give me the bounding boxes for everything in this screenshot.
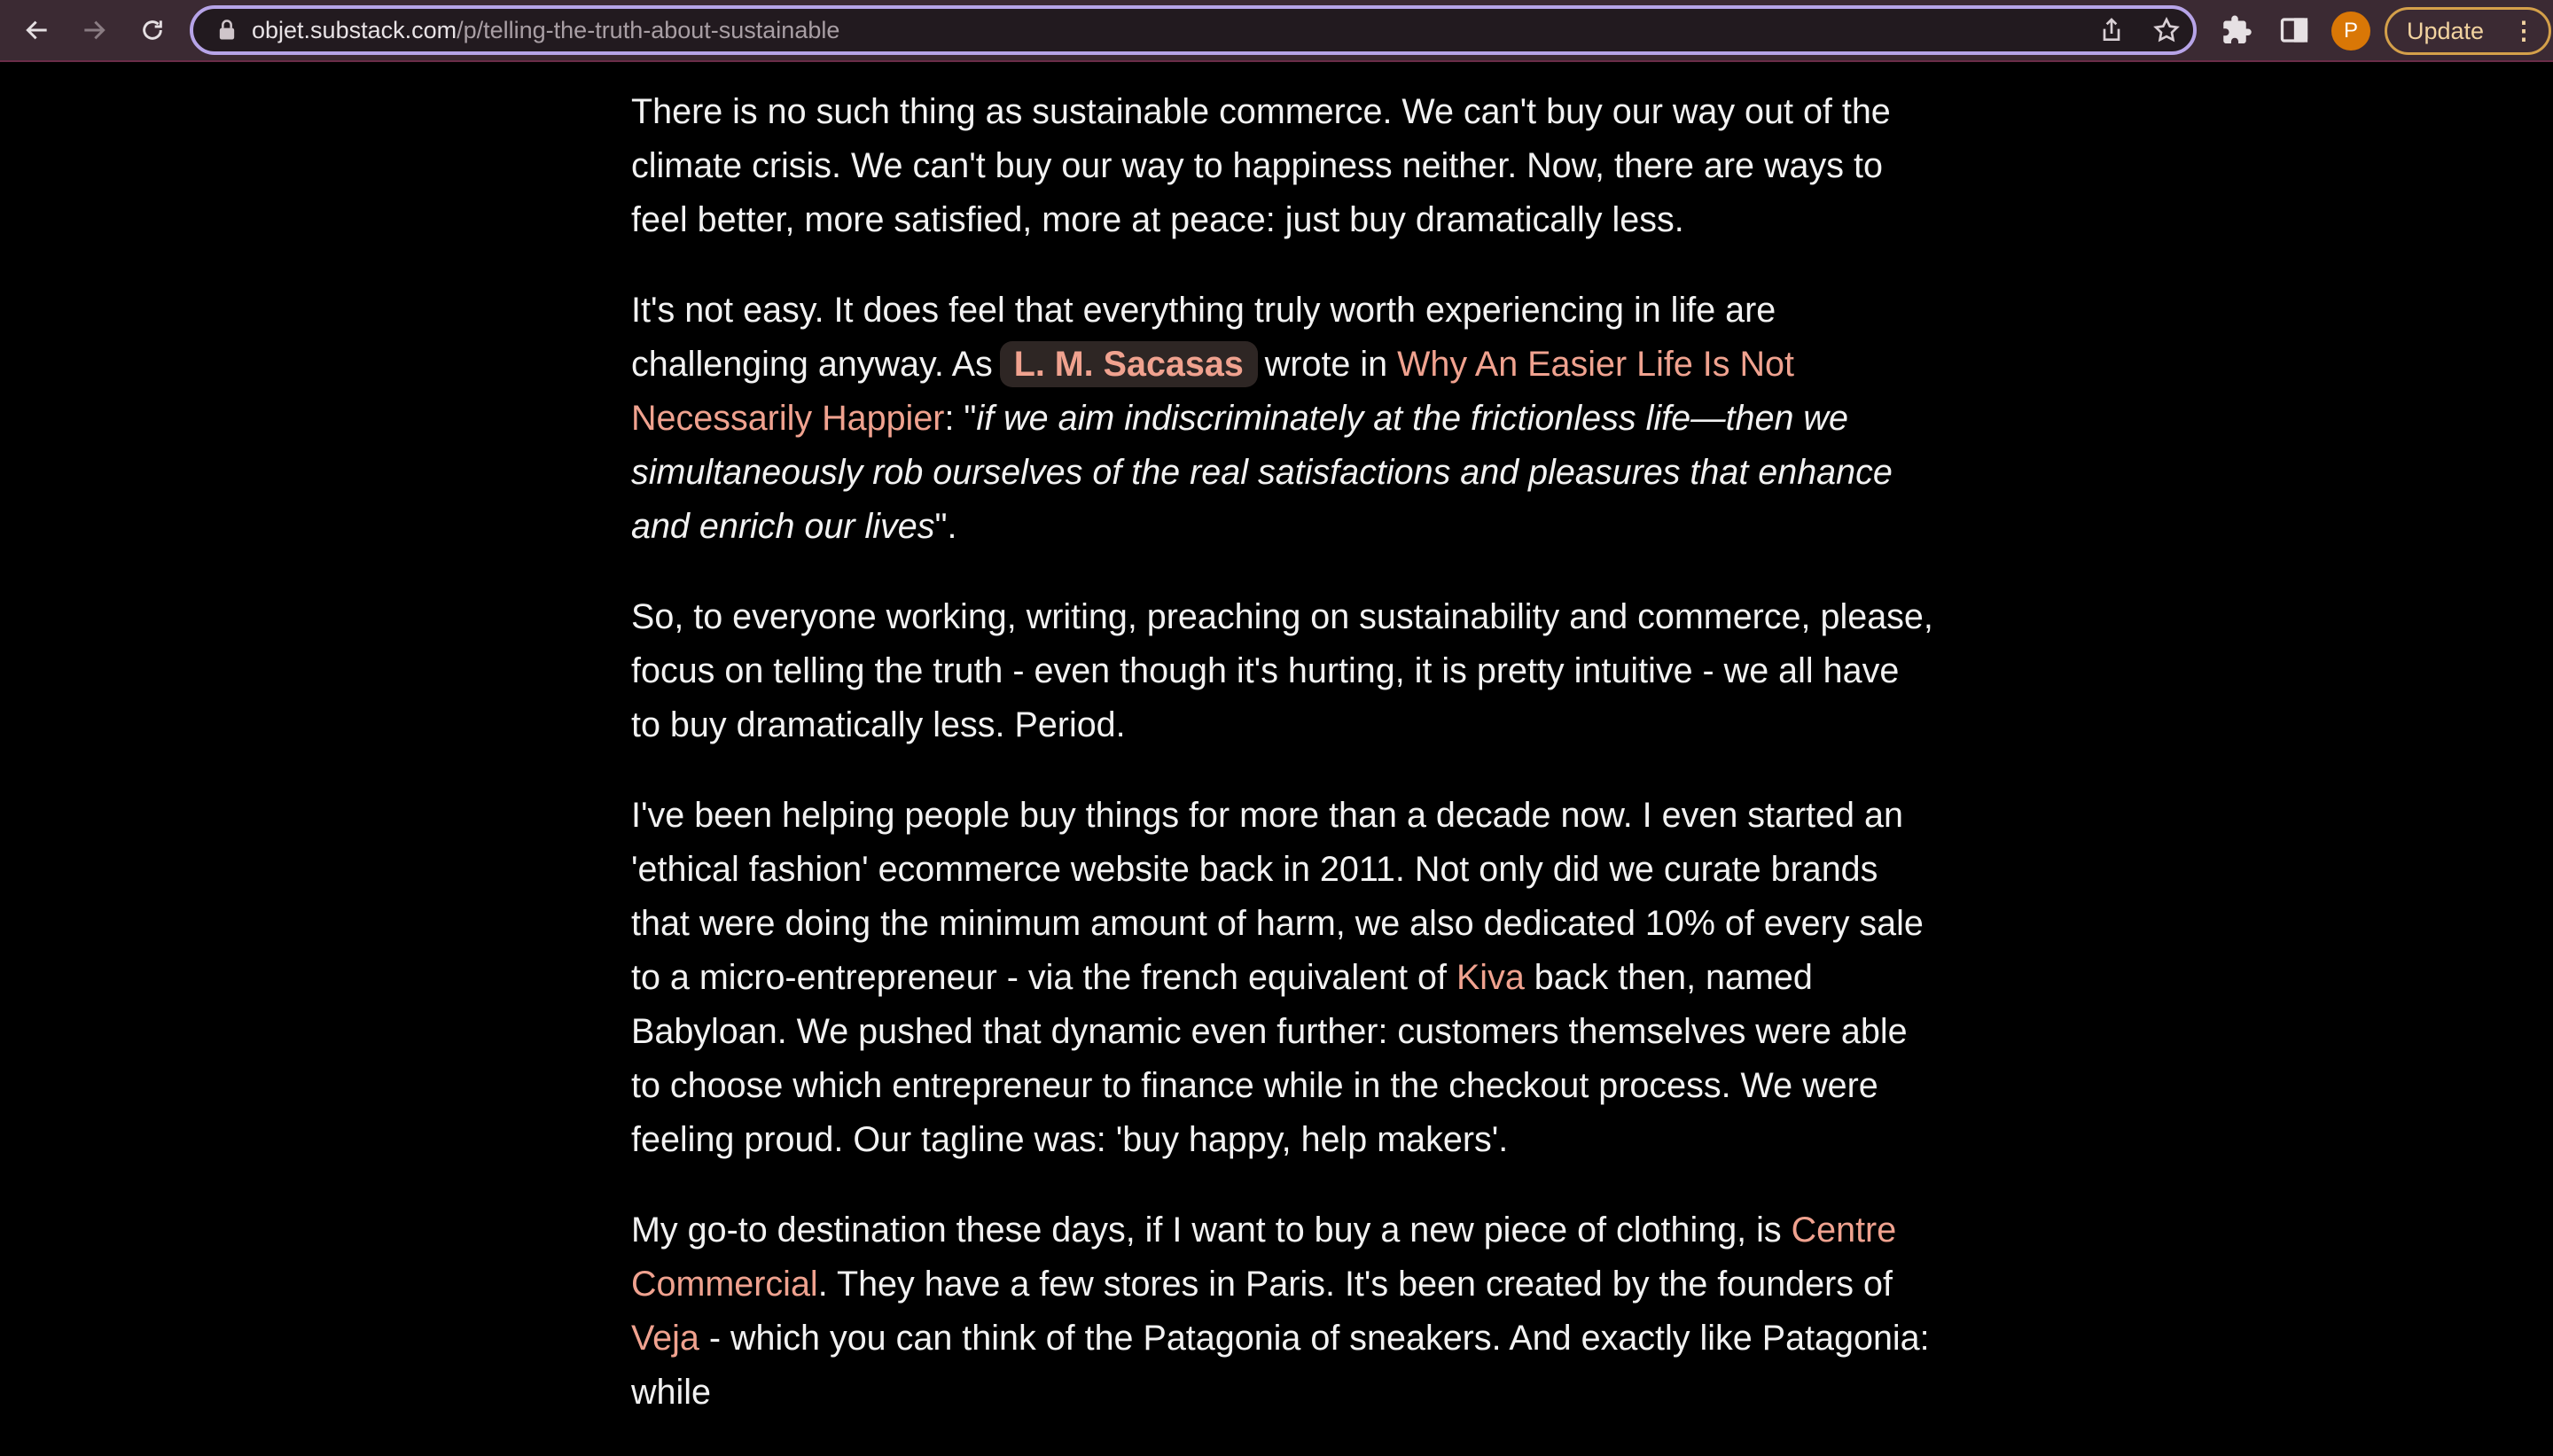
paragraph-5 <box>631 1203 1934 1420</box>
paragraph-2-text-b: wrote in <box>1264 345 1388 384</box>
url-text[interactable] <box>252 9 839 51</box>
share-icon[interactable] <box>2097 16 2126 44</box>
side-panel-icon[interactable] <box>2278 14 2310 46</box>
paragraph-1: There is no such thing as sustainable commerce. We can't buy our way out of the climate crisis. We can't buy our way to happiness neither. Now, there are ways to feel better, more satisfied, more at peace: just buy dramatically less. <box>631 92 1891 239</box>
browser-toolbar <box>0 0 2553 62</box>
paragraph-4 <box>631 789 1934 1167</box>
paragraph-3: So, to everyone working, writing, preaching on sustainability and commerce, please, focus on telling the truth - even though it's hurting, it is pretty intuitive - we all have to buy dramatically less. Period. <box>631 597 1933 744</box>
arrow-right-icon <box>80 16 108 44</box>
paragraph-2-text-d: ". <box>934 507 957 546</box>
back-button[interactable] <box>18 11 57 50</box>
quote-text: if we aim indiscriminately at the frictionless life—then we simultaneously rob ourselves of the real satisfactions and pleasures that enhance and enrich our lives <box>631 399 1893 546</box>
paragraph-5-text-a: My go-to destination these days, if I want to buy a new piece of clothing, is <box>631 1211 1782 1250</box>
update-button[interactable] <box>2385 7 2551 55</box>
profile-avatar[interactable]: P <box>2331 12 2370 51</box>
paragraph-2 <box>631 284 1934 554</box>
arrow-left-icon <box>23 16 51 44</box>
veja-link[interactable]: Veja <box>631 1319 699 1358</box>
paragraph-2-text-c: : " <box>944 399 977 438</box>
forward-button[interactable] <box>74 11 113 50</box>
article-link-easier-life[interactable]: Why An Easier Life Is Not Necessarily Happier <box>631 345 1794 438</box>
address-bar[interactable] <box>190 5 2197 55</box>
article-body <box>631 85 1934 1456</box>
paragraph-4-text-a: I've been helping people buy things for more than a decade now. I even started an 'ethical fashion' ecommerce website back in 2011. Not only did we curate brands that were doing the minimum amount of harm, we also dedicated 10% of every sale to a micro-entrepreneur - via the french equivalent of <box>631 796 1924 997</box>
lock-icon <box>215 18 239 43</box>
centre-commercial-link[interactable]: Centre Commercial <box>631 1211 1897 1304</box>
url-path: /p/telling-the-truth-about-sustainable <box>457 17 840 43</box>
extensions-puzzle-icon[interactable] <box>2221 14 2253 46</box>
paragraph-2-text-a: It's not easy. It does feel that everything truly worth experiencing in life are challenging anyway. As <box>631 291 1776 384</box>
url-host: objet.substack.com <box>252 17 457 43</box>
paragraph-5-text-c: - which you can think of the Patagonia of sneakers. And exactly like Patagonia: while <box>631 1319 1930 1412</box>
paragraph-5-text-b: . They have a few stores in Paris. It's been created by the founders of <box>817 1265 1893 1304</box>
update-label: Update <box>2407 18 2485 44</box>
reload-button[interactable] <box>133 11 172 50</box>
bookmark-star-icon[interactable] <box>2152 16 2181 44</box>
kiva-link[interactable]: Kiva <box>1456 958 1525 997</box>
more-menu-icon[interactable]: ⋮ <box>2511 17 2536 44</box>
paragraph-4-text-b: back then, named Babyloan. We pushed that dynamic even further: customers themselves were able to choose which entrepreneur to finance while in the checkout process. We were feeling proud. Our tagline was: 'buy happy, help makers'. <box>631 958 1908 1159</box>
reload-icon <box>138 16 167 44</box>
author-mention[interactable]: L. M. Sacasas <box>1000 341 1258 387</box>
